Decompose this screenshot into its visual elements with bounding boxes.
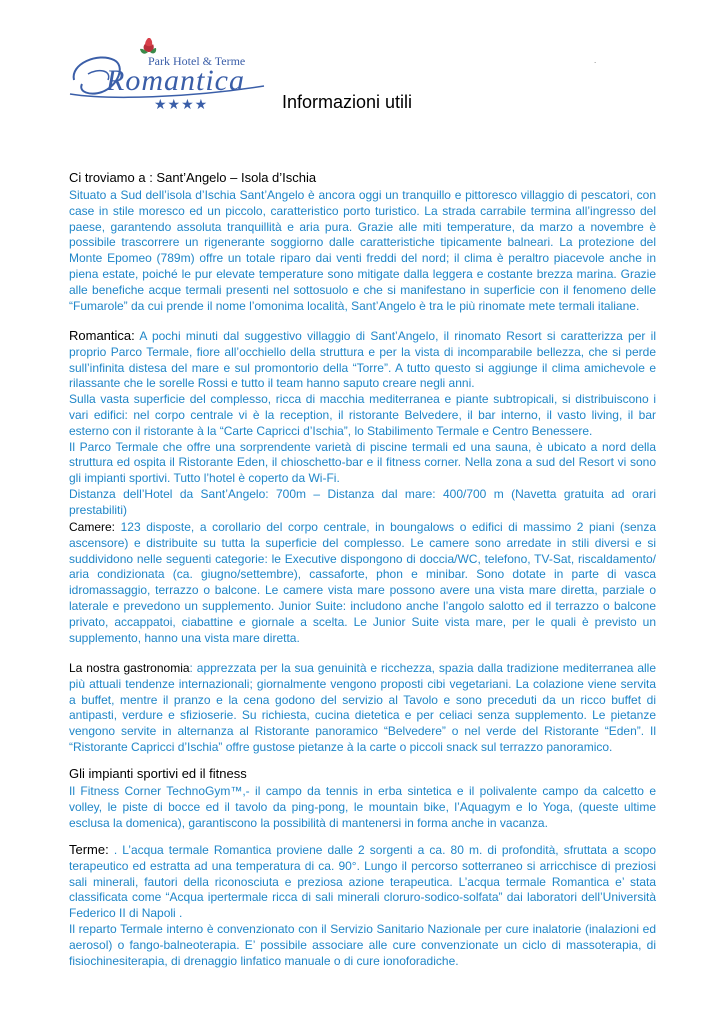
rooms-label: Camere:	[69, 520, 116, 534]
romantica-text: A pochi minuti dal suggestivo villaggio di Sant’Angelo, il rinomato Resort si caratterizza per il proprio Parco Termale, fiore all’occhiello della struttura e per la vista di incomparabile bellezza, che si perde sull’infinita distesa del mare e sul promontorio della “Torre”. A tutto questo si aggiunge il clima amichevole e rilassante che le sorelle Rossi e tutto il team hanno saputo creare negli anni.	[69, 329, 656, 391]
logo-stars: ★★★★	[154, 96, 209, 112]
sports-section	[69, 784, 656, 831]
spa-label: Terme:	[69, 842, 109, 857]
spa-section	[69, 842, 656, 969]
sports-text: Il Fitness Corner TechnoGym™,- il campo da tennis in erba sintetica e il polivalente campo da calcetto e volley, le piste di bocce ed il tavolo da ping-pong, le mountain bike, l’Aquagym e lo Yoga, (queste ultime esclusa la domenica), garantiscono la possibilità di mantenersi in forma anche in vacanza.	[69, 784, 656, 830]
romantica-distance-text: Distanza dell’Hotel da Sant’Angelo: 700m – Distanza dal mare: 400/700 m (Navetta gratuita ad orari prestabiliti)	[69, 486, 656, 517]
romantica-buildings-text: Sulla vasta superficie del complesso, ricca di macchia mediterranea e piante subtropicali, si distribuiscono i vari edifici: nel corpo centrale vi è la reception, il ristorante Belvedere, il bar interno, il vasto living, il bar esterno con il ristorante à la “Carte Capricci d’Ischia”, lo Stabilimento Termale e Centro Benessere.	[69, 392, 656, 438]
logo-brand-top: Park Hotel & Terme	[148, 54, 246, 68]
location-text: Situato a Sud dell’isola d’Ischia Sant’Angelo è ancora oggi un tranquillo e pittoresco villaggio di pescatori, con case in stile moresco ed un piccolo, caratteristico porto turistico. La strada carrabile termina all’ingresso del paese, garantendo assoluta tranquillità e aria pura. Grazie alle miti temperature, da marzo a novembre è possibile trascorrere un rigenerante soggiorno dalle caratteristiche tipicamente balneari. La protezione del Monte Epomeo (789m) offre un totale riparo dai venti freddi del nord; il clima è peraltro piacevole anche in piena estate, poiché le pur elevate temperature sono mitigate dalla leggera e costante brezza marina. Grazie alle benefiche acque termali presenti nel sottosuolo e che si manifestano in superficie con il fenomeno delle “Fumarole” da cui prende il nome l’omonima località, Sant’Angelo è tra le più rinomate mete termali italiane.	[69, 188, 656, 313]
spa-convention-text: Il reparto Termale interno è convenzionato con il Servizio Sanitario Nazionale per cure inalatorie (inalazioni ed aerosol) o fango-balneoterapia. E’ possibile associare alle cure convenzionate un ciclo di massoterapia, di fisiochinesiterapia, di drenaggio linfatico manuale o di cure ionoforadiche.	[69, 921, 656, 968]
rooms-text: 123 disposte, a corollario del corpo centrale, in boungalows o edifici di massimo 2 piani (senza ascensore) e distribuite su tutta la superficie del complesso. Le camere sono arredate in stili diversi e si suddividono nelle seguenti categorie: le Executive dispongono di doccia/WC, telefono, TV-Sat, riscaldamento/ aria condizionata (ca. giugno/settembre), cassaforte, phon e minibar. Sono dotate in parte di vasca idromassaggio, terrazzo o balcone. Le camere vista mare possono avere una vista mare diretta, parziale o laterale e prevedono un supplemento. Junior Suite: includono anche l’angolo salotto ed il terrazzo o balcone privato, accappatoi, ciabattine e giornale a scelta. Le Junior Suite vista mare, per le quali è previsto un supplemento, hanno una vista mare diretta.	[69, 520, 656, 645]
logo-brand-main: Romantica	[106, 64, 245, 97]
location-section	[69, 188, 656, 314]
romantica-park-text: Il Parco Termale che offre una sorprendente varietà di piscine termali ed una sauna, è ubicato a nord della struttura ed ospita il Ristorante Eden, il chioschetto-bar e il fitness corner. Nella zona a sud del Resort vi sono gli impianti sportivi. Tutto l’hotel è coperto da Wi-Fi.	[69, 439, 656, 486]
spa-text: . L’acqua termale Romantica proviene dalle 2 sorgenti a ca. 80 m. di profondità, sfruttata a scopo terapeutico ed estratta ad una temperatura di ca. 90°. Lungo il percorso sotterraneo si arricchisce di preziosi sali minerali, fautori della riconosciuta e preziosa azione terapeutica. L’acqua termale Romantica e’ stata classificata come “Acqua ipertermale ricca di sali minerali cloruro-sodico-solfata” dai laboratori dell’Università Federico II di Napoli .	[69, 843, 656, 921]
romantica-label: Romantica:	[69, 328, 135, 343]
sports-heading: Gli impianti sportivi ed il fitness	[69, 766, 247, 781]
gastronomy-text: : apprezzata per la sua genuinità e ricchezza, spazia dalla tradizione mediterranea alle più attuali tendenze internazionali; giornalmente vengono proposti cibi vegetariani. La colazione viene servita a buffet, mentre il pranzo e la cena godono del servizio al Tavolo e sono preceduti da un ricco buffet di antipasti, verdure e sfizioserie. Su richiesta, cucina dietetica e per celiaci senza supplemento. Le pietanze vengono servite in alternanza al Ristorante panoramico “Belvedere” o nel verde del Ristorante “Eden”. Il “Ristorante Capricci d’Ischia” offre gustose pietanze à la carte o piccoli snack sul terrazzo panoramico.	[69, 661, 656, 754]
gastronomy-label: La nostra gastronomia	[69, 661, 190, 675]
location-heading: Ci troviamo a : Sant’Angelo – Isola d’Ischia	[69, 170, 317, 185]
page-title: Informazioni utili	[282, 92, 413, 112]
stray-mark: .	[594, 56, 597, 65]
gastronomy-section	[69, 661, 656, 756]
rooms-section	[69, 520, 656, 646]
romantica-section	[69, 328, 656, 519]
hotel-logo	[68, 34, 278, 114]
